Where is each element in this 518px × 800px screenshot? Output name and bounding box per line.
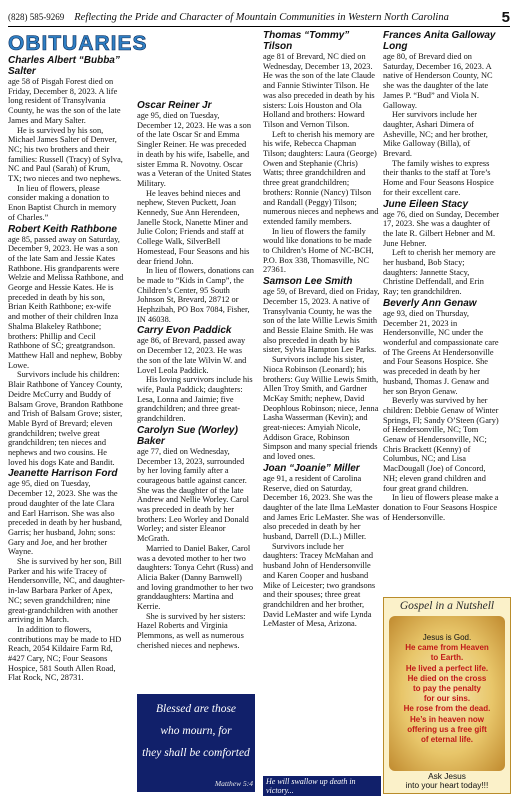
- obituary-text: His loving survivors include his wife, Paula Paddick; daughters: Lesa, Lonna and Jaimie; five grandchildren; and three great-grandchildren.: [137, 375, 253, 424]
- obituary-name: Joan “Joanie” Miller: [263, 462, 360, 474]
- verse-line: they shall be comforted: [142, 747, 250, 759]
- obituary-name: Frances Anita Galloway Long: [383, 30, 496, 52]
- obituary-name: Robert Keith Rathbone: [8, 223, 117, 235]
- nutshell-line: He’s in heaven now: [410, 714, 484, 724]
- nutshell-line: He lived a perfect life.: [405, 663, 489, 673]
- obituary-text: In lieu of flowers the family would like donations to be made to Children’s Home of NC-BCH, P.O. Box 338, Thomasville, NC 27361.: [263, 226, 374, 275]
- obituary-text: Survivors include his children: Blair Rathbone of Yancey County, Deidre McCurry and Buddy of Balsam Grove, Brandon Rathbone and Trish of Balsam Grove; sister, Mable Byrd of Brevard; eleven grandchildren; twelve great grandchildren; ten nieces and nephews and two cousins. He loved his dogs Kate and Bandit.: [8, 370, 123, 467]
- obituary-text: Married to Daniel Baker, Carol was a devoted mother to her two daughters: Tonya Cehrt (Russ) and Alicia Baker (Danny Barnwell) and loving grandmother to her two granddaughters: Martina and Kerrie.: [137, 543, 254, 612]
- nutshell-body: [389, 616, 505, 771]
- page-header: [8, 8, 510, 27]
- column-1: [8, 54, 125, 683]
- nutshell-footer: [384, 772, 510, 791]
- nutshell-line: for our sins.: [423, 694, 471, 704]
- obituary-text: age 77, died on Wednesday, December 13, 2023, surrounded by her loving family after a courageous battle against cancer. She was the daughter of the late Andrew and Nellie Worley. Carol was preceded in death by her brothers: Leo Worley and Donald Worley; and sister Eleanor McGrath.: [137, 446, 249, 544]
- obituary-text: In addition to flowers, contributions may be made to HD Reach, 2054 Kildaire Farm Rd, #427 Cary, NC; Four Seasons Hospice, 581 South Allen Road, Flat Rock, NC, 28731.: [8, 624, 122, 683]
- obituary-text: In lieu of flowers, donations can be made to “Kids in Camp”, the Children’s Center, 95 South Johnson St, Brevard, 28712 or Hephzibah, PO Box 7084, Fisher, IN 46038.: [137, 266, 254, 324]
- obituary-text: In lieu of flowers please make a donation to Four Seasons Hospice of Hendersonville.: [383, 493, 499, 522]
- obituary-text: age 80, of Brevard died on Saturday, December 16, 2023. A native of Henderson County, NC she was the daughter of the late James P. “Bud” and Viola N. Galloway.: [383, 52, 493, 110]
- obituary-text: The family wishes to express their thanks to the staff at Tore’s Home and Four Seasons Hospice for their excellent care.: [383, 158, 494, 197]
- obituary-name: Oscar Reiner Jr: [137, 100, 212, 111]
- nutshell-line: to Earth.: [430, 653, 464, 663]
- obituary-name: June Eileen Stacy: [383, 198, 469, 210]
- obituary-text: age 58 of Pisgah Forest died on Friday, December 8, 2023. A life long resident of Transylvania County, he was the son of the late James and Mary Salter.: [8, 77, 121, 125]
- obituary-name: Thomas “Tommy” Tilson: [263, 30, 350, 52]
- verse-reference: Matthew 5:4: [214, 779, 253, 788]
- verse-line: who mourn, for: [160, 725, 232, 737]
- nutshell-line: He died on the cross: [407, 673, 487, 683]
- nutshell-line: Ask Jesus: [428, 770, 466, 781]
- obituary-text: age 76, died on Sunday, December 17, 2023. She was a daughter of the late R. Gilbert Hebner and M. June Hebner.: [383, 209, 500, 248]
- obituary-text: age 95, died on Tuesday, December 12, 2023. He was a son of the late Oscar Sr and Emma Singler Reiner. He was preceded in death by his wife, Isabelle, and sister Emma R. Novotny. Oscar was a Veteran of the United States Military.: [137, 111, 252, 188]
- obituary-text: age 86, of Brevard, passed away on December 12, 2023. He was the son of the late Wilvin W. and Lovel Leola Paddick.: [137, 336, 247, 375]
- obituary-name: Beverly Ann Genaw: [383, 297, 477, 309]
- obituary-name: Jeanette Harrison Ford: [8, 468, 118, 480]
- obituary-name: Charles Albert “Bubba” Salter: [8, 55, 120, 77]
- verse-line: Blessed are those: [155, 703, 237, 715]
- obituary-text: age 81 of Brevard, NC died on Wednesday, December 13, 2023. He was the son of the late Claude and Fannie Stiwinter Tilson. He was also preceded in death by his sisters: Lois Houston and Ola Holland and brothers: Howard Tilson and Vernon Tilson.: [263, 52, 375, 129]
- obituary-text: age 85, passed away on Saturday, December 9, 2023. He was a son of the late Sam and Jessie Kates Rathbone. His grandparents were Welzie and Melissa Rathbone, and George and Hessie Kates. He is preceded in death by his son, Brian Keith Rathbone; ex-wife and mother of their children Inza Shalma Blakeley Rathbone; brothers: Phillip and Cecil Rathbone of SC; greatgrandson. Matthew Hall and nephew, Bobby Lowe.: [8, 234, 124, 370]
- obituary-text: Left to cherish her memory are her husband, Bob Stacy; daughters: Jannette Stacy, Christine Deffendall, and Erin Ray; ten grandchildren.: [383, 248, 496, 297]
- obituary-text: Survivors include her daughters: Tracey McMahan and husband John of Hendersonville and Karen Cooper and husband Mike of Leicester; two grandsons and their spouses; three great grandchildren and her brother, David LeMaster and wife Lynda LeMaster of Mesa, Arizona.: [263, 541, 376, 629]
- obituary-text: Her survivors include her daughter, Ashari Dimera of Asheville, NC; and her brother, Mike Galloway (Billa), of Brevard.: [383, 110, 488, 159]
- obituary-text: He leaves behind nieces and nephew, Steven Puckett, Joan Kennedy, Sue Ann Herendeen, Janelle Stock, Nanette Miner and Julie Colon; Friends and staff at College Walk, SilverBell Homestead, Four Seasons and his dear friend John.: [137, 188, 250, 266]
- nutshell-line: He came from Heaven: [405, 643, 489, 653]
- page-number: 5: [501, 8, 510, 26]
- nutshell-line: Jesus is God.: [422, 633, 472, 642]
- obituary-text: Beverly was survived by her children: Debbie Genaw of Winter Springs, Fl; Sandy O’Steen (Gary) of Hendersonville, NC; Tom Genaw of Hendersonville, NC; Chris Brackett (Kenny) of Columbus, NC; and Lisa MacDougall (Joe) of Concord, NH; eleven grand children and four great grand children.: [383, 396, 499, 493]
- gospel-nutshell-box: [383, 597, 511, 794]
- obituary-text: age 95, died on Tuesday, December 12, 2023. She was the proud daughter of the late Clara and Earl Harrison. She was also preceded in death by her husband, Garris; her husband, John; sons: Gary and Joe, and her brother Wayne.: [8, 479, 122, 557]
- nutshell-title: Gospel in a Nutshell: [399, 600, 495, 612]
- nutshell-line: into your heart today!!!: [405, 780, 489, 791]
- obituary-text: In lieu of flowers, please consider making a donation to Enon Baptist Church in memory of Charles.”: [8, 183, 117, 222]
- obituary-text: She is survived by her son, Bill Parker and his wife Tracey of Hendersonville, NC, and daughter-in-law Barbara Parker of Apex, NC; seven grandchildren; nine great-grandchildren with another arriving in March.: [8, 557, 125, 625]
- section-title: OBITUARIES: [8, 32, 148, 55]
- obituary-text: Survivors include his sister, Nioca Robinson (Leonard); his brothers: Guy Willie Lewis Smith, Allen Troy Smith, and Gardner McKay Smith; nephew, David Deophlous Robinson; niece, Jenna Lasha Wasserman (Kevin); and great-nieces: Amyiah Nicole, Addison Grace, Robinson Simpson and many special friends and loved ones.: [263, 355, 379, 462]
- victory-box: He will swallow up death in victory...: [263, 776, 381, 796]
- obituary-text: He is survived by his son, Michael James Salter of Denver, NC; his two brothers and their families: Russell (Tracy) of Sylva, NC and Paul (Sarah) of Krum, TX; two nieces and two nephews.: [8, 125, 123, 184]
- obituary-name: Carry Evon Paddick: [137, 325, 232, 337]
- obituary-text: age 91, a resident of Carolina Reserve, died on Saturday, December 16, 2023. She was the daughter of the late Ilma LeMaster and James Eric LeMaster. She was also preceded in death by her husband, Darrell (D.L.) Miller.: [263, 473, 380, 542]
- nutshell-line: He rose from the dead.: [403, 704, 491, 714]
- obituary-text: age 93, died on Thursday, December 21, 2023 in Hendersonville, NC under the wonderful and compassionate care of The Greens At Hendersonville and Four Seasons Hospice. She was preceded in death by her husband, Thomas J. Genaw and her son Bryon Genaw.: [383, 308, 499, 396]
- verse-box: [137, 694, 255, 792]
- obituary-text: Left to cherish his memory are his wife, Rebecca Chapman Tilson; daughters: Laura (George) Owen and Stephanie (Chris) Watts; three grandchildren and three great grandchildren; brothers: Ronnie (Nancy) Tilson and Randall (Peggy) Tilson; numerous nieces and nephews and extended family members.: [263, 129, 379, 226]
- obituary-name: Carolyn Sue (Worley) Baker: [137, 424, 238, 447]
- column-3: [263, 29, 380, 629]
- nutshell-line: of eternal life.: [420, 735, 473, 745]
- nutshell-line: to pay the penalty: [412, 684, 481, 694]
- column-2: [137, 99, 254, 651]
- obituary-name: Samson Lee Smith: [263, 276, 353, 288]
- header-phone: (828) 585-9269: [8, 12, 65, 22]
- nutshell-line: offering us a free gift: [407, 724, 487, 734]
- obituary-text: She is survived by her sisters: Hazel Roberts and Virginia Plemmons, as well as numerous cherished nieces and nephews.: [137, 611, 246, 650]
- header-tagline: Reflecting the Pride and Character of Mountain Communities in Western North Carolina: [74, 11, 449, 23]
- column-4: [383, 29, 500, 522]
- obituary-text: age 59, of Brevard, died on Friday, December 15, 2023. A native of Transylvania County, he was the son of the late Willie Lewis Smith and Bessie Elaine Smith. He was also preceded in death by his sister, Sylvia Hampton Lee Parks.: [263, 287, 380, 355]
